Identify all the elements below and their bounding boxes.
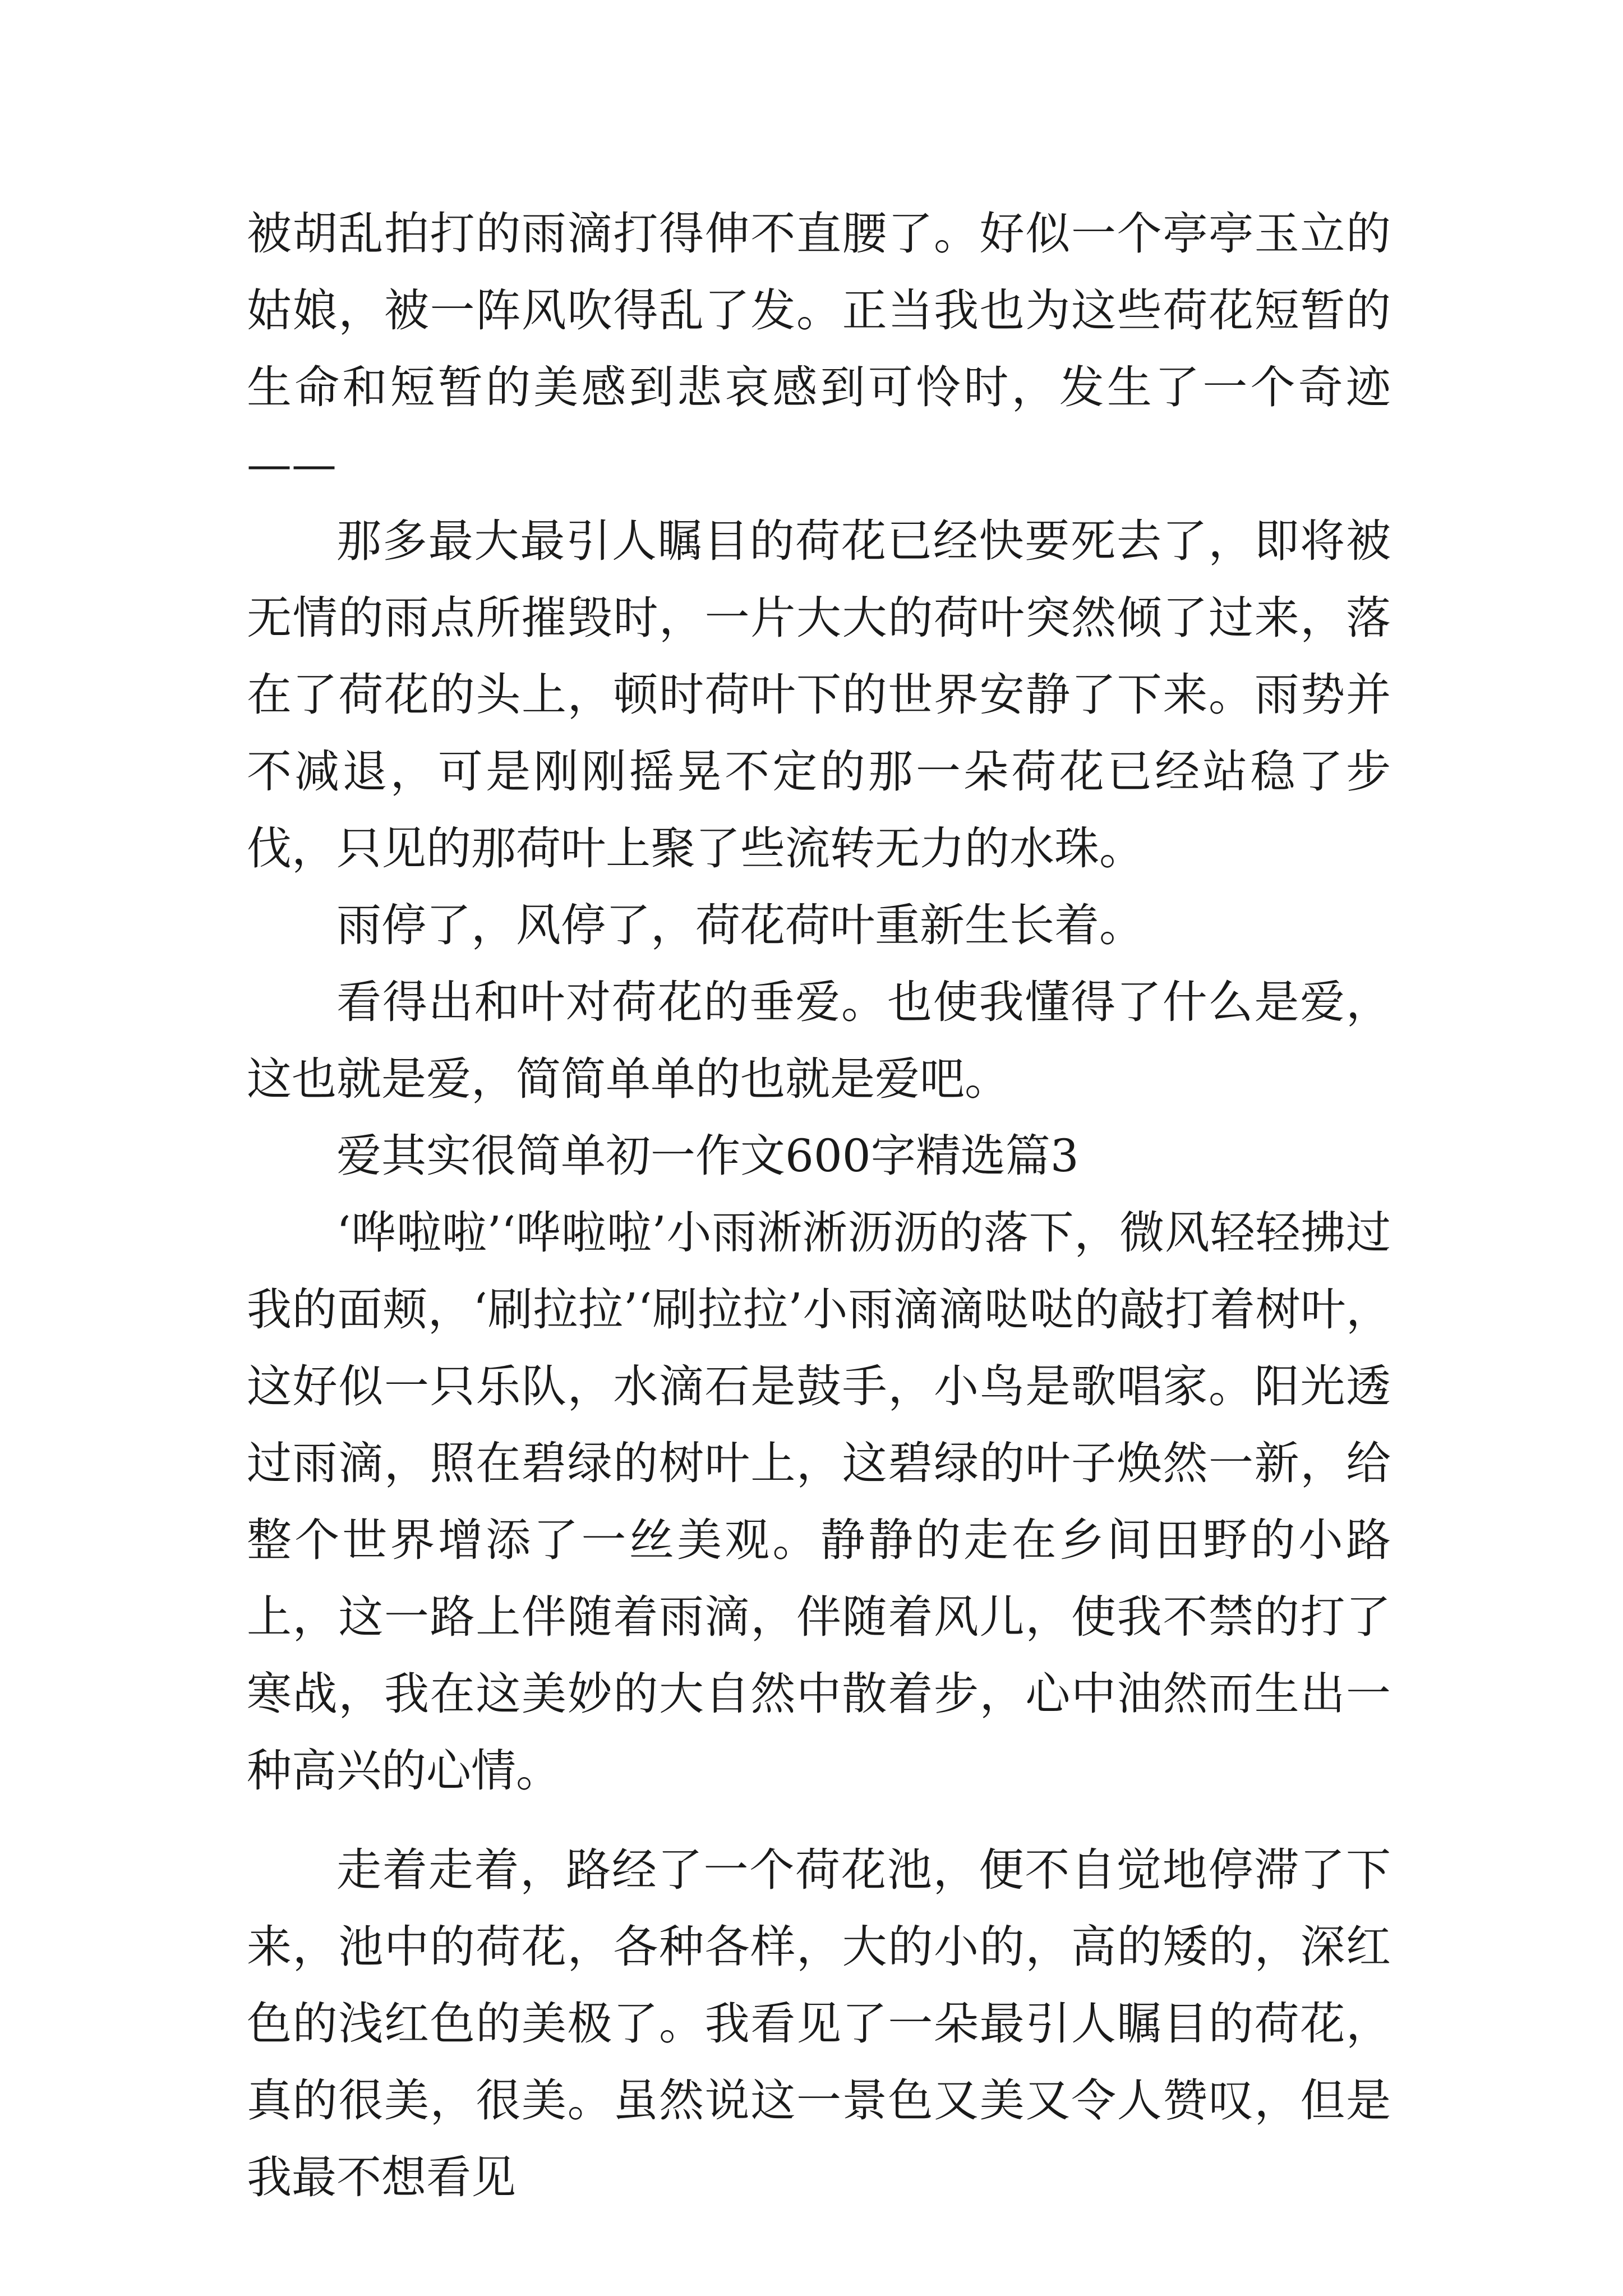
- paragraph: 被胡乱拍打的雨滴打得伸不直腰了。好似一个亭亭玉立的姑娘，被一阵风吹得乱了发。正当我也为这些荷花短暂的生命和短暂的美感到悲哀感到可怜时，发生了一个奇迹——: [247, 208, 1391, 490]
- paragraph: 看得出和叶对荷花的垂爱。也使我懂得了什么是爱，这也就是爱，简简单单的也就是爱吧。: [247, 976, 1391, 1105]
- paragraph: 那多最大最引人瞩目的荷花已经快要死去了，即将被无情的雨点所摧毁时，一片大大的荷叶突然倾了过来，落在了荷花的头上，顿时荷叶下的世界安静了下来。雨势并不减退，可是刚刚摇晃不定的那一朵荷花已经站稳了步伐，只见的那荷叶上聚了些流转无力的水珠。: [247, 515, 1391, 875]
- paragraph: 走着走着，路经了一个荷花池，便不自觉地停滞了下来，池中的荷花，各种各样，大的小的，高的矮的，深红色的浅红色的美极了。我看见了一朵最引人瞩目的荷花，真的很美，很美。虽然说这一景色又美又令人赞叹，但是我最不想看见: [247, 1844, 1391, 2203]
- section-heading: 爱其实很简单初一作文600字精选篇3: [336, 1130, 1079, 1182]
- document-body: [247, 195, 1391, 2216]
- paragraph: 雨停了，风停了，荷花荷叶重新生长着。: [336, 899, 1144, 951]
- paragraph: ‘哗啦啦’‘哗啦啦’小雨淅淅沥沥的落下，微风轻轻拂过我的面颊，‘刷拉拉’‘刷拉拉’小雨滴滴哒哒的敲打着树叶，这好似一只乐队，水滴石是鼓手，小鸟是歌唱家。阳光透过雨滴，照在碧绿的树叶上，这碧绿的叶子焕然一新，给整个世界增添了一丝美观。静静的走在乡间田野的小路上，这一路上伴随着雨滴，伴随着风儿，使我不禁的打了寒战，我在这美妙的大自然中散着步，心中油然而生出一种高兴的心情。: [247, 1207, 1391, 1797]
